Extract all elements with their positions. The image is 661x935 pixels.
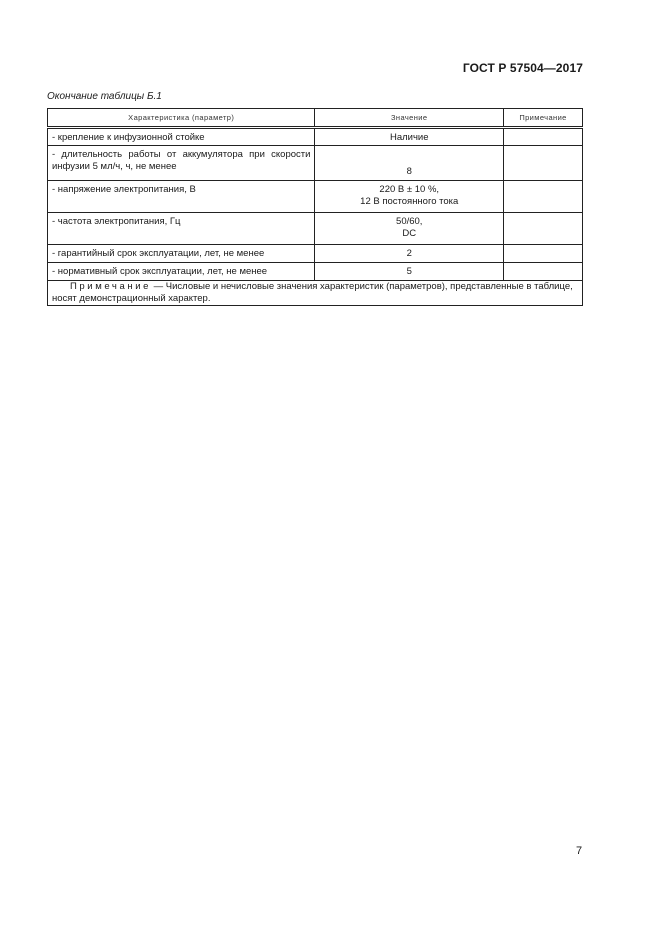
- table-row: [48, 245, 583, 263]
- table-header-row: [48, 109, 583, 128]
- value-line: 50/60,: [396, 216, 423, 227]
- footnote-label: Примечание: [70, 281, 151, 292]
- document-id: ГОСТ Р 57504—2017: [462, 61, 583, 75]
- value-cell: [315, 181, 504, 213]
- table-row: [48, 213, 583, 245]
- value-line: DC: [402, 228, 417, 239]
- value-cell: [315, 213, 504, 245]
- value-cell: 5: [315, 263, 504, 281]
- param-cell: - нормативный срок эксплуатации, лет, не менее: [48, 263, 315, 281]
- value-cell: Наличие: [315, 128, 504, 146]
- value-cell: 8: [315, 146, 504, 181]
- table-footnote-row: [48, 281, 583, 306]
- note-cell: [504, 146, 583, 181]
- value-line: 12 В постоянного тока: [360, 196, 459, 207]
- footnote-text: — Числовые и нечисловые значения характеристик (параметров), представленные в таблице, носят демонстрационный характер.: [52, 281, 573, 304]
- table-row: [48, 146, 583, 181]
- spec-table: [47, 108, 583, 306]
- table-row: [48, 181, 583, 213]
- note-cell: [504, 245, 583, 263]
- column-header-value: Значение: [315, 109, 504, 128]
- table-row: [48, 263, 583, 281]
- value-cell: 2: [315, 245, 504, 263]
- note-cell: [504, 128, 583, 146]
- note-cell: [504, 213, 583, 245]
- param-cell: - крепление к инфузионной стойке: [48, 128, 315, 146]
- footnote-cell: [48, 281, 583, 306]
- note-cell: [504, 263, 583, 281]
- column-header-note: Примечание: [504, 109, 583, 128]
- param-cell: - длительность работы от аккумулятора при скорости инфузии 5 мл/ч, ч, не менее: [48, 146, 315, 181]
- param-cell: - частота электропитания, Гц: [48, 213, 315, 245]
- param-cell: - гарантийный срок эксплуатации, лет, не менее: [48, 245, 315, 263]
- table-caption: Окончание таблицы Б.1: [47, 91, 162, 102]
- param-cell: - напряжение электропитания, В: [48, 181, 315, 213]
- page-number: 7: [576, 845, 583, 857]
- table-row: [48, 128, 583, 146]
- value-line: 220 В ± 10 %,: [379, 184, 440, 195]
- note-cell: [504, 181, 583, 213]
- column-header-parameter: Характеристика (параметр): [48, 109, 315, 128]
